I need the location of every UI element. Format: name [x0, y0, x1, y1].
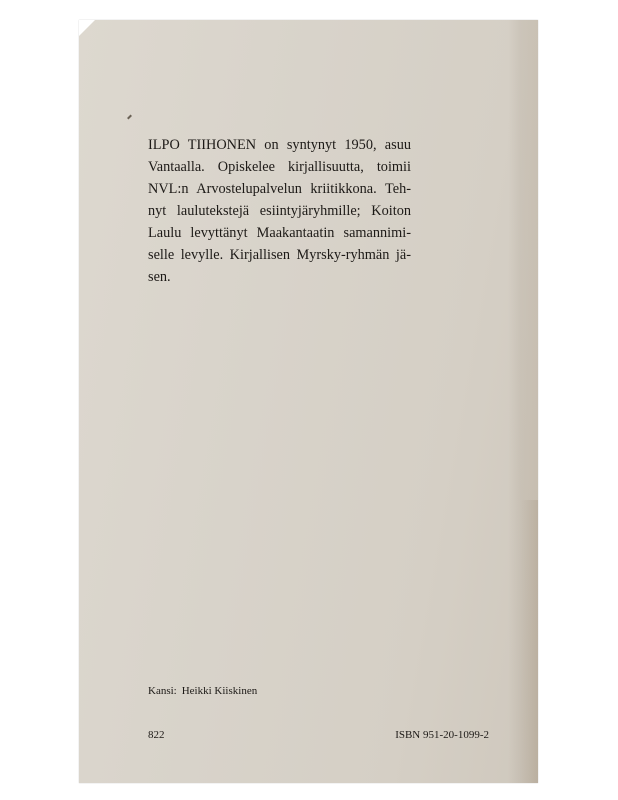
cover-credit: [148, 685, 257, 697]
bio-line: nyt laulutekstejä esiintyjäryhmille; Koiton: [148, 203, 411, 219]
author-bio: [148, 134, 411, 288]
isbn-number: ISBN 951-20-1099-2: [395, 729, 489, 741]
bio-line: NVL:n Arvostelupalvelun kriitikkona. Teh-: [148, 181, 411, 197]
bio-line: ILPO TIIHONEN on syntynyt 1950, asuu: [148, 137, 411, 153]
book-back-cover: [79, 20, 538, 783]
ink-mark: [127, 115, 132, 120]
cover-credit-label: Kansi:: [148, 685, 177, 697]
cover-credit-name: Heikki Kiiskinen: [181, 685, 258, 697]
bio-line: selle levylle. Kirjallisen Myrsky-ryhmän jä-: [148, 247, 411, 263]
corner-fold: [79, 20, 95, 36]
bio-line: sen.: [148, 269, 171, 285]
spine-edge-wear: [520, 500, 538, 783]
bio-line: Laulu levyttänyt Maakantaatin samannimi-: [148, 225, 411, 241]
bio-line: Vantaalla. Opiskelee kirjallisuutta, toimii: [148, 159, 411, 175]
catalog-number: 822: [148, 729, 165, 741]
